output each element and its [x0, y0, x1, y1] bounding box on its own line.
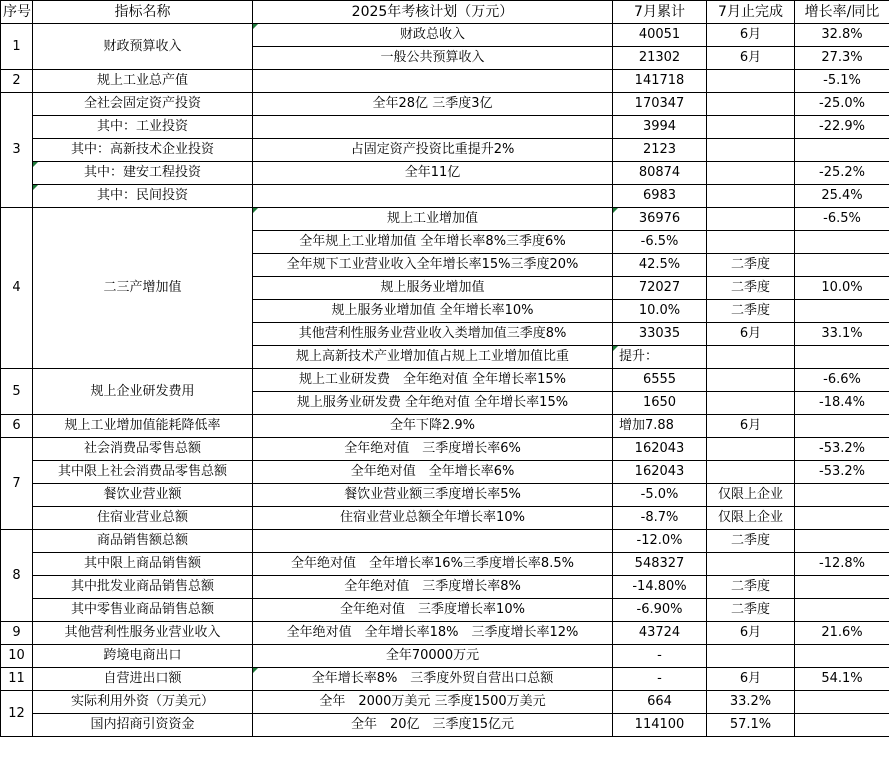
rate-cell[interactable]: 32.8% [795, 24, 889, 47]
plan-cell[interactable]: 占固定资产投资比重提升2% [253, 139, 613, 162]
table-row [1, 714, 889, 737]
indicator-cell[interactable]: 商品销售额总额 [33, 530, 253, 553]
table-row [1, 645, 889, 668]
completed-cell[interactable] [707, 369, 795, 392]
cumulative-cell[interactable]: -12.0% [613, 530, 707, 553]
indicator-cell[interactable]: 其中：民间投资 [33, 185, 253, 208]
table-row [1, 93, 889, 116]
completed-cell[interactable]: 33.2% [707, 691, 795, 714]
completed-cell[interactable]: 二季度 [707, 576, 795, 599]
plan-cell[interactable]: 规上服务业研发费 全年绝对值 全年增长率15% [253, 392, 613, 415]
plan-cell[interactable]: 全年70000万元 [253, 645, 613, 668]
header-july-completed[interactable]: 7月止完成 [707, 1, 795, 24]
rate-cell[interactable]: -25.2% [795, 162, 889, 185]
header-seq[interactable]: 序号 [1, 1, 33, 24]
header-growth-rate[interactable]: 增长率/同比 [795, 1, 889, 24]
completed-cell[interactable] [707, 208, 795, 231]
plan-cell[interactable]: 财政总收入 [253, 24, 613, 47]
indicator-cell[interactable]: 跨境电商出口 [33, 645, 253, 668]
rate-cell[interactable]: -6.6% [795, 369, 889, 392]
header-july-cumulative[interactable]: 7月累计 [613, 1, 707, 24]
table-row [1, 599, 889, 622]
plan-cell[interactable]: 全年绝对值 三季度增长率10% [253, 599, 613, 622]
rate-cell[interactable]: -5.1% [795, 70, 889, 93]
header-indicator[interactable]: 指标名称 [33, 1, 253, 24]
table-row [1, 70, 889, 93]
plan-cell[interactable]: 规上工业研发费 全年绝对值 全年增长率15% [253, 369, 613, 392]
rate-cell[interactable]: 25.4% [795, 185, 889, 208]
plan-cell[interactable]: 其他营利性服务业营业收入类增加值三季度8% [253, 323, 613, 346]
plan-cell[interactable] [253, 530, 613, 553]
plan-cell[interactable]: 全年增长率8% 三季度外贸自营出口总额 [253, 668, 613, 691]
plan-cell[interactable]: 一般公共预算收入 [253, 47, 613, 70]
table-row [1, 185, 889, 208]
completed-cell[interactable] [707, 553, 795, 576]
completed-cell[interactable]: 6月 [707, 622, 795, 645]
plan-cell[interactable]: 全年绝对值 全年增长率16%三季度增长率8.5% [253, 553, 613, 576]
cumulative-cell[interactable]: -5.0% [613, 484, 707, 507]
rate-cell[interactable] [795, 645, 889, 668]
rate-cell[interactable]: -53.2% [795, 461, 889, 484]
rate-cell[interactable] [795, 507, 889, 530]
cumulative-cell[interactable]: -6.90% [613, 599, 707, 622]
plan-cell[interactable]: 规上高新技术产业增加值占规上工业增加值比重 [253, 346, 613, 369]
indicator-cell[interactable]: 其中批发业商品销售总额 [33, 576, 253, 599]
completed-cell[interactable] [707, 392, 795, 415]
rate-cell[interactable] [795, 254, 889, 277]
plan-cell[interactable]: 住宿业营业总额全年增长率10% [253, 507, 613, 530]
plan-cell[interactable] [253, 116, 613, 139]
cumulative-cell[interactable]: 72027 [613, 277, 707, 300]
completed-cell[interactable]: 6月 [707, 47, 795, 70]
indicator-cell[interactable]: 其他营利性服务业营业收入 [33, 622, 253, 645]
completed-cell[interactable]: 二季度 [707, 530, 795, 553]
completed-cell[interactable] [707, 346, 795, 369]
completed-cell[interactable] [707, 116, 795, 139]
plan-cell[interactable]: 全年绝对值 三季度增长率8% [253, 576, 613, 599]
rate-cell[interactable] [795, 415, 889, 438]
table-row [1, 415, 889, 438]
completed-cell[interactable]: 二季度 [707, 599, 795, 622]
plan-cell[interactable] [253, 185, 613, 208]
rate-cell[interactable] [795, 714, 889, 737]
seq-cell[interactable]: 10 [1, 645, 33, 668]
cumulative-cell[interactable]: - [613, 668, 707, 691]
seq-cell[interactable]: 4 [1, 208, 33, 369]
cumulative-cell[interactable]: 43724 [613, 622, 707, 645]
completed-cell[interactable]: 6月 [707, 415, 795, 438]
rate-cell[interactable] [795, 300, 889, 323]
indicator-cell[interactable]: 实际利用外资（万美元） [33, 691, 253, 714]
table-row [1, 507, 889, 530]
indicator-cell[interactable]: 财政预算收入 [33, 24, 253, 70]
completed-cell[interactable] [707, 645, 795, 668]
cumulative-cell[interactable]: 10.0% [613, 300, 707, 323]
rate-cell[interactable] [795, 139, 889, 162]
indicator-cell[interactable]: 社会消费品零售总额 [33, 438, 253, 461]
plan-cell[interactable]: 规上工业增加值 [253, 208, 613, 231]
rate-cell[interactable]: -18.4% [795, 392, 889, 415]
seq-cell[interactable]: 6 [1, 415, 33, 438]
header-row [1, 1, 889, 24]
indicator-cell[interactable]: 国内招商引资资金 [33, 714, 253, 737]
cumulative-cell[interactable]: 42.5% [613, 254, 707, 277]
plan-cell[interactable]: 全年28亿 三季度3亿 [253, 93, 613, 116]
plan-cell[interactable] [253, 70, 613, 93]
cumulative-cell[interactable]: 6555 [613, 369, 707, 392]
completed-cell[interactable] [707, 70, 795, 93]
indicator-cell[interactable]: 其中限上社会消费品零售总额 [33, 461, 253, 484]
table-row [1, 162, 889, 185]
indicator-cell[interactable]: 其中：高新技术企业投资 [33, 139, 253, 162]
indicator-cell[interactable]: 规上企业研发费用 [33, 369, 253, 415]
indicator-cell[interactable]: 二三产增加值 [33, 208, 253, 369]
table-row [1, 553, 889, 576]
plan-cell[interactable]: 全年 20亿 三季度15亿元 [253, 714, 613, 737]
plan-cell[interactable]: 全年 2000万美元 三季度1500万美元 [253, 691, 613, 714]
cumulative-cell[interactable]: 6983 [613, 185, 707, 208]
cumulative-cell[interactable]: 1650 [613, 392, 707, 415]
rate-cell[interactable] [795, 530, 889, 553]
cumulative-cell[interactable]: 114100 [613, 714, 707, 737]
seq-cell[interactable]: 7 [1, 438, 33, 530]
rate-cell[interactable]: 27.3% [795, 47, 889, 70]
indicator-cell[interactable]: 其中：工业投资 [33, 116, 253, 139]
cumulative-cell[interactable]: 141718 [613, 70, 707, 93]
plan-cell[interactable]: 全年绝对值 三季度增长率6% [253, 438, 613, 461]
rate-cell[interactable] [795, 484, 889, 507]
cumulative-cell[interactable]: 80874 [613, 162, 707, 185]
cumulative-cell[interactable]: 162043 [613, 461, 707, 484]
completed-cell[interactable] [707, 93, 795, 116]
seq-cell[interactable]: 8 [1, 530, 33, 622]
rate-cell[interactable] [795, 691, 889, 714]
cumulative-cell[interactable]: 3994 [613, 116, 707, 139]
rate-cell[interactable]: 54.1% [795, 668, 889, 691]
table-row [1, 208, 889, 231]
rate-cell[interactable] [795, 231, 889, 254]
seq-cell[interactable]: 11 [1, 668, 33, 691]
completed-cell[interactable] [707, 139, 795, 162]
table-row [1, 461, 889, 484]
table-row [1, 438, 889, 461]
indicator-cell[interactable]: 其中限上商品销售额 [33, 553, 253, 576]
cumulative-cell[interactable]: 548327 [613, 553, 707, 576]
completed-cell[interactable] [707, 185, 795, 208]
cumulative-cell[interactable]: 21302 [613, 47, 707, 70]
completed-cell[interactable]: 6月 [707, 668, 795, 691]
completed-cell[interactable]: 仅限上企业 [707, 507, 795, 530]
completed-cell[interactable]: 仅限上企业 [707, 484, 795, 507]
indicator-cell[interactable]: 全社会固定资产投资 [33, 93, 253, 116]
table-row [1, 530, 889, 553]
rate-cell[interactable]: 10.0% [795, 277, 889, 300]
cumulative-cell[interactable]: - [613, 645, 707, 668]
plan-cell[interactable]: 餐饮业营业额三季度增长率5% [253, 484, 613, 507]
plan-cell[interactable]: 全年规下工业营业收入全年增长率15%三季度20% [253, 254, 613, 277]
cumulative-cell[interactable]: 增加7.88 [613, 415, 707, 438]
table-row [1, 369, 889, 392]
rate-cell[interactable]: -6.5% [795, 208, 889, 231]
completed-cell[interactable] [707, 461, 795, 484]
seq-cell[interactable]: 1 [1, 24, 33, 70]
table-row [1, 576, 889, 599]
rate-cell[interactable] [795, 576, 889, 599]
completed-cell[interactable]: 6月 [707, 24, 795, 47]
completed-cell[interactable] [707, 438, 795, 461]
indicator-cell[interactable]: 自营进出口额 [33, 668, 253, 691]
seq-cell[interactable]: 12 [1, 691, 33, 737]
cumulative-cell[interactable]: 664 [613, 691, 707, 714]
plan-cell[interactable]: 全年绝对值 全年增长率6% [253, 461, 613, 484]
indicator-cell[interactable]: 规上工业增加值能耗降低率 [33, 415, 253, 438]
cumulative-cell[interactable]: 提升： [613, 346, 707, 369]
indicator-cell[interactable]: 其中零售业商品销售总额 [33, 599, 253, 622]
plan-cell[interactable]: 全年11亿 [253, 162, 613, 185]
plan-cell[interactable]: 规上服务业增加值 [253, 277, 613, 300]
rate-cell[interactable]: -22.9% [795, 116, 889, 139]
header-plan[interactable]: 2025年考核计划（万元） [253, 1, 613, 24]
cumulative-cell[interactable]: 40051 [613, 24, 707, 47]
completed-cell[interactable]: 二季度 [707, 300, 795, 323]
plan-cell[interactable]: 规上服务业增加值 全年增长率10% [253, 300, 613, 323]
cumulative-cell[interactable]: 33035 [613, 323, 707, 346]
cumulative-cell[interactable]: -6.5% [613, 231, 707, 254]
completed-cell[interactable]: 二季度 [707, 277, 795, 300]
table-row [1, 116, 889, 139]
seq-cell[interactable]: 5 [1, 369, 33, 415]
completed-cell[interactable]: 57.1% [707, 714, 795, 737]
rate-cell[interactable] [795, 346, 889, 369]
table-row [1, 622, 889, 645]
cumulative-cell[interactable]: 2123 [613, 139, 707, 162]
rate-cell[interactable]: 21.6% [795, 622, 889, 645]
table-row [1, 484, 889, 507]
cumulative-cell[interactable]: -14.80% [613, 576, 707, 599]
cumulative-cell[interactable]: -8.7% [613, 507, 707, 530]
cumulative-cell[interactable]: 162043 [613, 438, 707, 461]
table-row [1, 139, 889, 162]
rate-cell[interactable]: -53.2% [795, 438, 889, 461]
rate-cell[interactable] [795, 599, 889, 622]
rate-cell[interactable]: -25.0% [795, 93, 889, 116]
cumulative-cell[interactable]: 170347 [613, 93, 707, 116]
cumulative-cell[interactable]: 36976 [613, 208, 707, 231]
seq-cell[interactable]: 9 [1, 622, 33, 645]
indicator-cell[interactable]: 规上工业总产值 [33, 70, 253, 93]
indicator-cell[interactable]: 餐饮业营业额 [33, 484, 253, 507]
completed-cell[interactable]: 二季度 [707, 254, 795, 277]
table-row [1, 691, 889, 714]
plan-cell[interactable]: 全年下降2.9% [253, 415, 613, 438]
completed-cell[interactable] [707, 231, 795, 254]
table-row [1, 24, 889, 47]
rate-cell[interactable]: -12.8% [795, 553, 889, 576]
seq-cell[interactable]: 2 [1, 70, 33, 93]
seq-cell[interactable]: 3 [1, 93, 33, 208]
completed-cell[interactable] [707, 162, 795, 185]
completed-cell[interactable]: 6月 [707, 323, 795, 346]
rate-cell[interactable]: 33.1% [795, 323, 889, 346]
plan-cell[interactable]: 全年绝对值 全年增长率18% 三季度增长率12% [253, 622, 613, 645]
plan-cell[interactable]: 全年规上工业增加值 全年增长率8%三季度6% [253, 231, 613, 254]
indicator-cell[interactable]: 其中：建安工程投资 [33, 162, 253, 185]
indicator-cell[interactable]: 住宿业营业总额 [33, 507, 253, 530]
table-row [1, 668, 889, 691]
